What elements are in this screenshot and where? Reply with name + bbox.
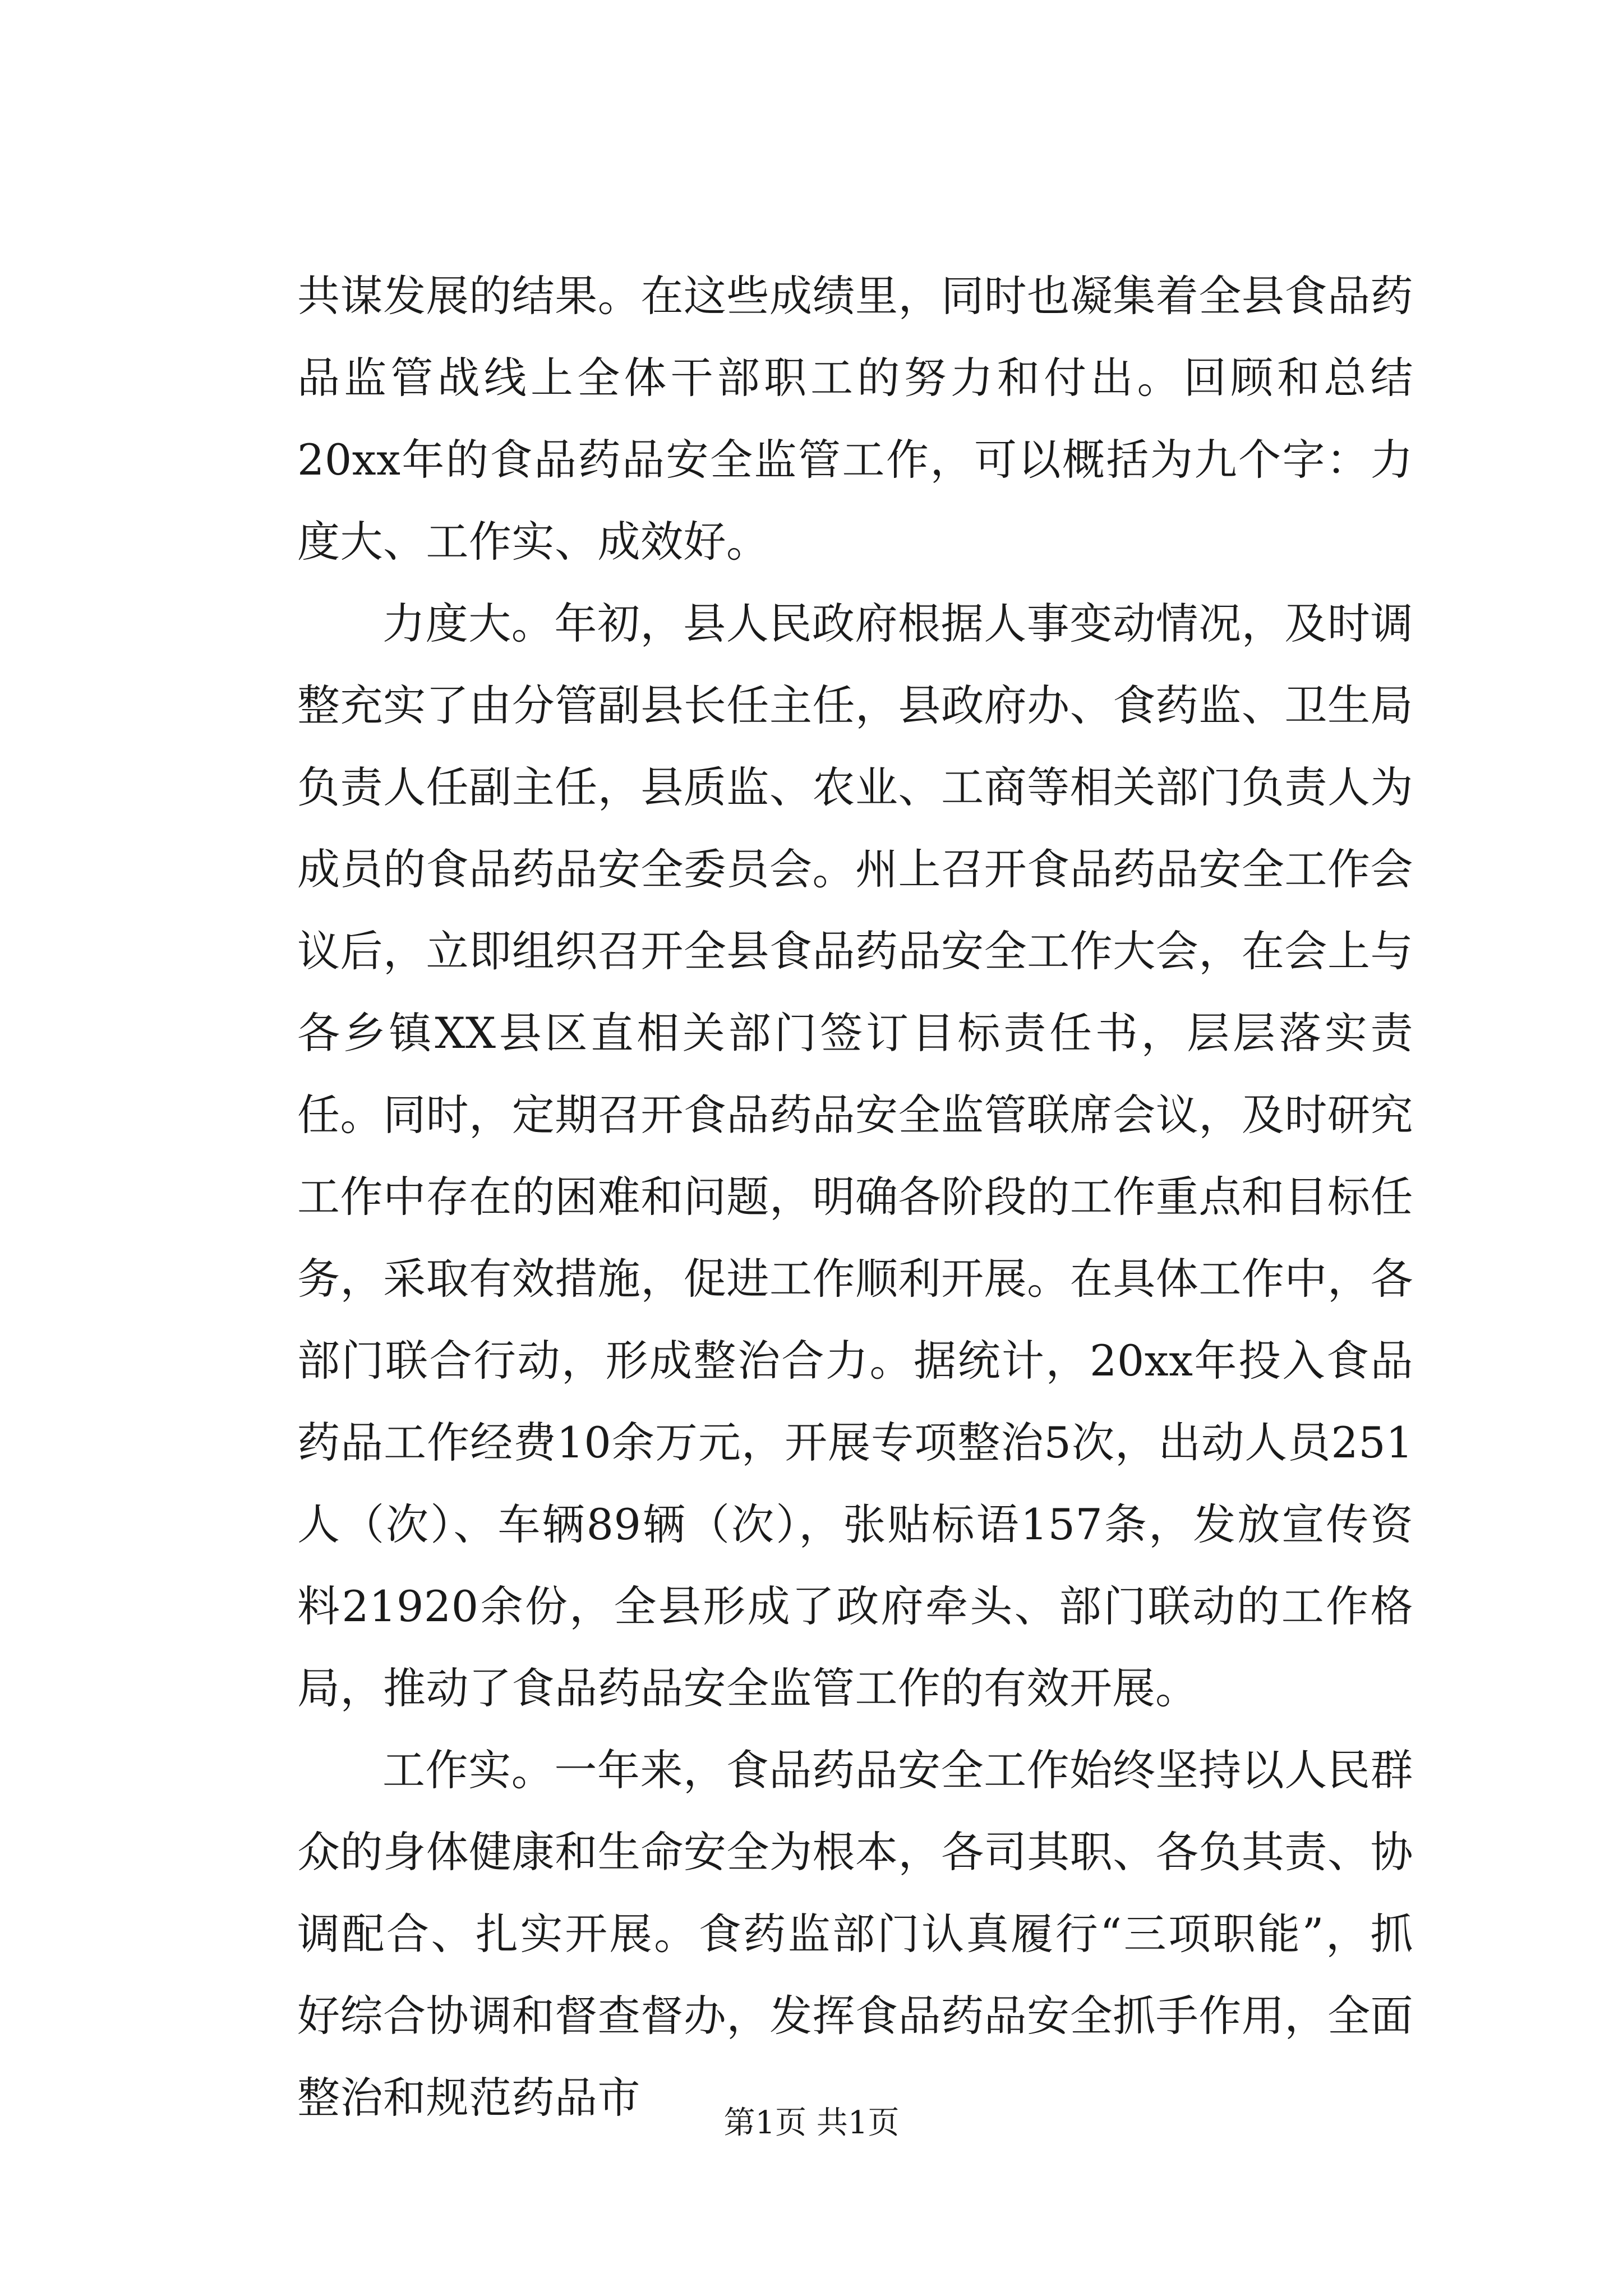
paragraph-continuation: 共谋发展的结果。在这些成绩里，同时也凝集着全县食品药品监管战线上全体干部职工的努力和付出。回顾和总结20xx年的食品药品安全监管工作，可以概括为九个字：力度大、工作实、成效好。 bbox=[297, 271, 1413, 567]
paragraph-intensity: 力度大。年初，县人民政府根据人事变动情况，及时调整充实了由分管副县长任主任，县政府办、食药监、卫生局负责人任副主任，县质监、农业、工商等相关部门负责人为成员的食品药品安全委员会。州上召开食品药品安全工作会议后，立即组织召开全县食品药品安全工作大会，在会上与各乡镇XX县区直相关部门签订目标责任书，层层落实责任。同时，定期召开食品药品安全监管联席会议，及时研究工作中存在的困难和问题，明确各阶段的工作重点和目标任务，采取有效措施，促进工作顺利开展。在具体工作中，各部门联合行动，形成整治合力。据统计，20xx年投入食品药品工作经费10余万元，开展专项整治5次，出动人员251人（次）、车辆89辆（次），张贴标语157条，发放宣传资料21920余份，全县形成了政府牵头、部门联动的工作格局，推动了食品药品安全监管工作的有效开展。 bbox=[297, 599, 1413, 1713]
paragraph-work-solid: 工作实。一年来，食品药品安全工作始终坚持以人民群众的身体健康和生命安全为根本，各司其职、各负其责、协调配合、扎实开展。食药监部门认真履行“三项职能”，抓好综合协调和督查督办，发挥食品药品安全抓手作用，全面整治和规范药品市 bbox=[297, 1745, 1413, 2123]
page-footer: 第1页 共1页 bbox=[723, 2105, 900, 2141]
document-body bbox=[297, 255, 1413, 2139]
